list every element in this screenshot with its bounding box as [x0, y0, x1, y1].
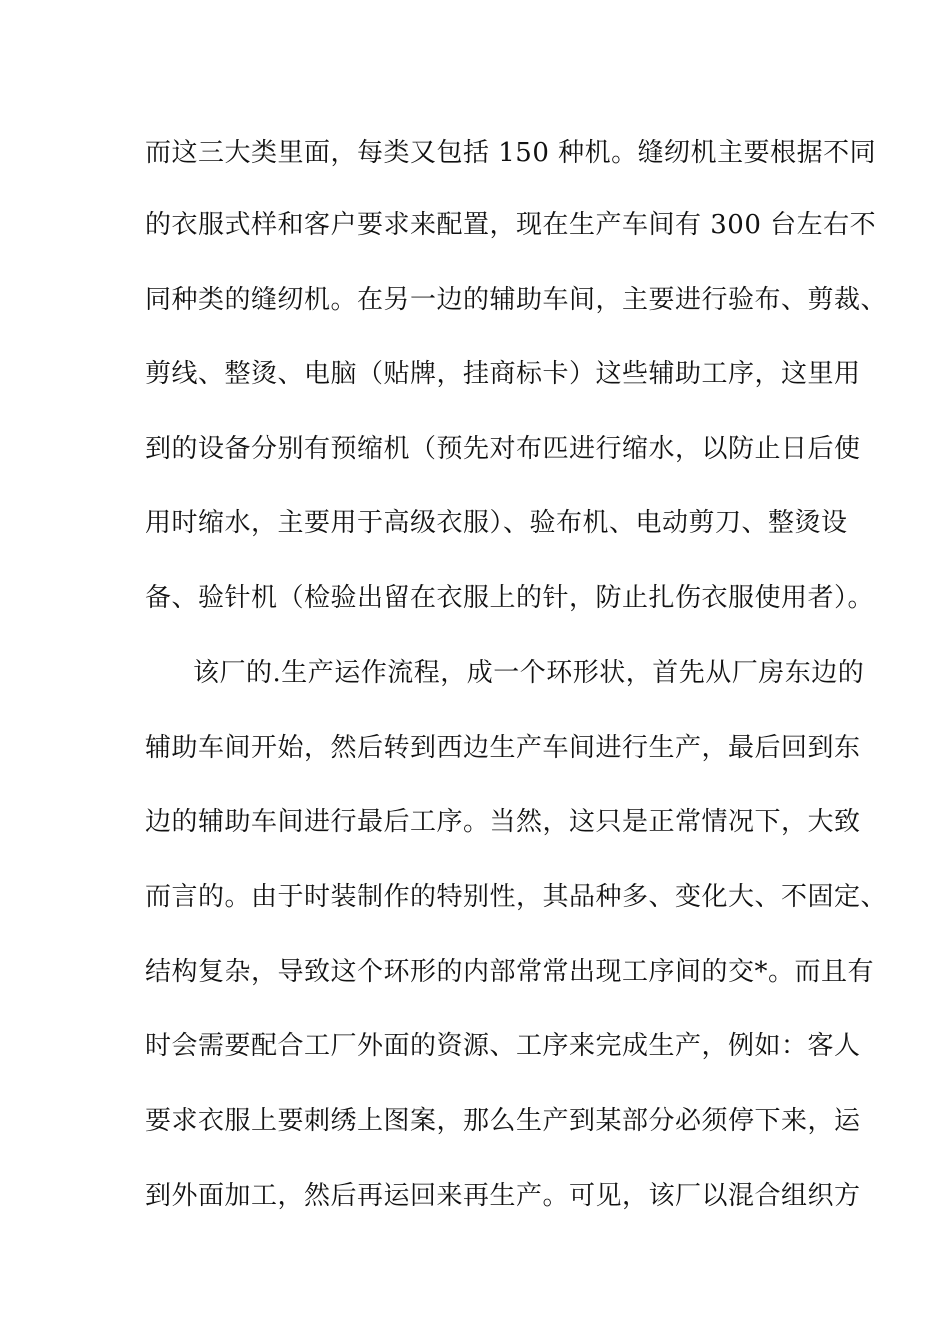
paragraph-start-line: 该厂的.生产运作流程，成一个环形状，首先从厂房东边的: [193, 658, 865, 688]
text-line: 要求衣服上要刺绣上图案，那么生产到某部分必须停下来，运: [145, 1106, 861, 1136]
text-line: 而这三大类里面，每类又包括 150 种机。缝纫机主要根据不同: [145, 138, 877, 168]
text-line: 而言的。由于时装制作的特别性，其品种多、变化大、不固定、: [145, 882, 888, 912]
text-line: 结构复杂，导致这个环形的内部常常出现工序间的交*。而且有: [145, 957, 875, 987]
text-line: 到外面加工，然后再运回来再生产。可见，该厂以混合组织方: [145, 1181, 861, 1211]
text-line: 用时缩水，主要用于高级衣服）、验布机、电动剪刀、整烫设: [145, 508, 848, 538]
text-line: 时会需要配合工厂外面的资源、工序来完成生产，例如：客人: [145, 1031, 861, 1061]
text-line: 同种类的缝纫机。在另一边的辅助车间，主要进行验布、剪裁、: [145, 285, 888, 315]
text-line: 的衣服式样和客户要求来配置，现在生产车间有 300 台左右不: [145, 210, 877, 240]
text-line: 备、验针机（检验出留在衣服上的针，防止扎伤衣服使用者）。: [145, 583, 875, 613]
text-line: 剪线、整烫、电脑（贴牌，挂商标卡）这些辅助工序，这里用: [145, 359, 861, 389]
text-line: 辅助车间开始，然后转到西边生产车间进行生产，最后回到东: [145, 733, 861, 763]
text-line: 到的设备分别有预缩机（预先对布匹进行缩水，以防止日后使: [145, 434, 861, 464]
text-line: 边的辅助车间进行最后工序。当然，这只是正常情况下，大致: [145, 807, 861, 837]
